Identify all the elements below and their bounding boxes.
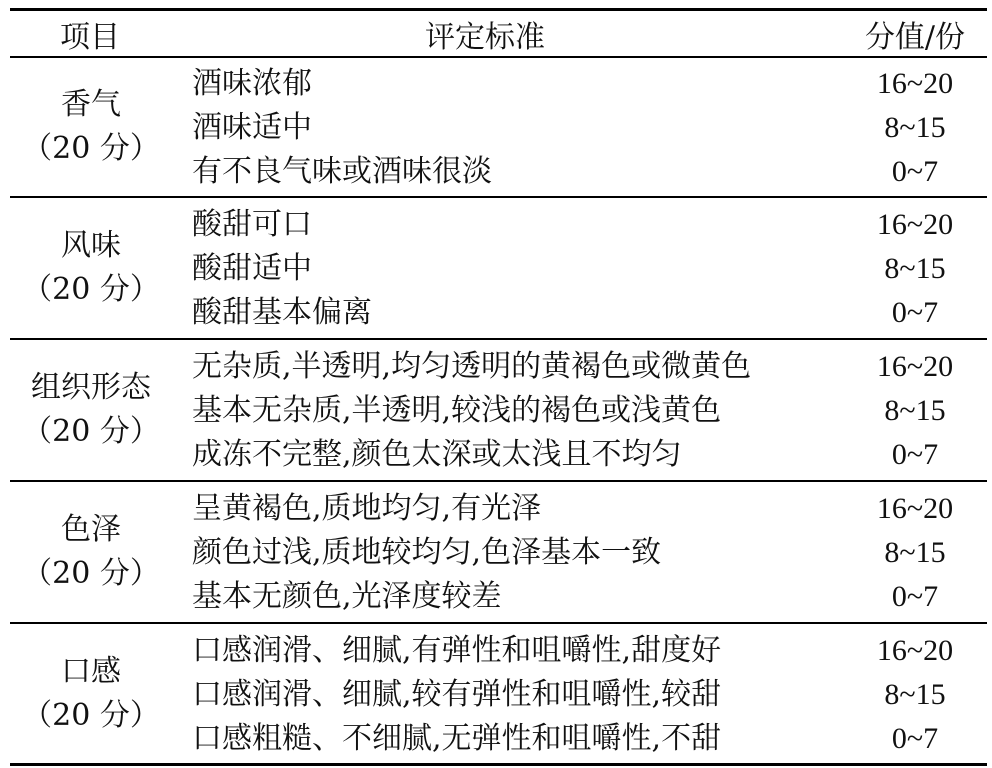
item-points: （20 分） (22, 272, 160, 307)
criteria-line: 呈黄褐色,质地均匀,有光泽 (192, 491, 542, 526)
score-value: 0~7 (891, 438, 939, 471)
score-value: 16~20 (876, 492, 954, 525)
criteria-line: 成冻不完整,颜色太深或太浅且不均匀 (192, 437, 682, 472)
criteria-line: 口感润滑、细腻,有弹性和咀嚼性,甜度好 (192, 633, 722, 668)
score-value: 8~15 (884, 252, 946, 285)
top-rule (10, 8, 987, 11)
criteria-line: 酸甜可口 (192, 207, 312, 242)
row-divider (10, 196, 987, 198)
criteria-line: 酒味浓郁 (192, 66, 312, 101)
criteria-line: 酸甜适中 (192, 251, 312, 286)
item-name: 风味 (61, 228, 121, 263)
score-value: 8~15 (884, 111, 946, 144)
item-name: 口感 (61, 654, 121, 689)
score-value: 16~20 (876, 67, 954, 100)
score-value: 0~7 (891, 580, 939, 613)
header-criteria: 评定标准 (425, 20, 545, 55)
criteria-line: 口感润滑、细腻,较有弹性和咀嚼性,较甜 (192, 677, 722, 712)
criteria-line: 有不良气味或酒味很淡 (192, 154, 492, 189)
item-points: （20 分） (22, 556, 160, 591)
item-points: （20 分） (22, 698, 160, 733)
item-points: （20 分） (22, 131, 160, 166)
criteria-line: 口感粗糙、不细腻,无弹性和咀嚼性,不甜 (192, 721, 722, 756)
row-divider (10, 338, 987, 340)
row-divider (10, 622, 987, 624)
criteria-line: 颜色过浅,质地较均匀,色泽基本一致 (192, 535, 662, 570)
criteria-line: 无杂质,半透明,均匀透明的黄褐色或微黄色 (192, 349, 752, 384)
item-name: 色泽 (61, 512, 121, 547)
row-divider (10, 480, 987, 482)
criteria-line: 基本无颜色,光泽度较差 (192, 579, 502, 614)
score-value: 8~15 (884, 536, 946, 569)
criteria-line: 酸甜基本偏离 (192, 295, 372, 330)
bottom-rule (10, 763, 987, 766)
score-value: 0~7 (891, 155, 939, 188)
score-value: 16~20 (876, 350, 954, 383)
item-name: 组织形态 (31, 370, 151, 405)
header-score: 分值/份 (864, 20, 966, 55)
header-rule (10, 56, 987, 58)
score-value: 0~7 (891, 296, 939, 329)
score-value: 0~7 (891, 722, 939, 755)
score-value: 16~20 (876, 208, 954, 241)
header-item: 项目 (60, 20, 120, 55)
item-points: （20 分） (22, 414, 160, 449)
criteria-line: 基本无杂质,半透明,较浅的褐色或浅黄色 (192, 393, 722, 428)
criteria-line: 酒味适中 (192, 110, 312, 145)
item-name: 香气 (61, 87, 121, 122)
score-value: 16~20 (876, 634, 954, 667)
score-value: 8~15 (884, 678, 946, 711)
score-value: 8~15 (884, 394, 946, 427)
